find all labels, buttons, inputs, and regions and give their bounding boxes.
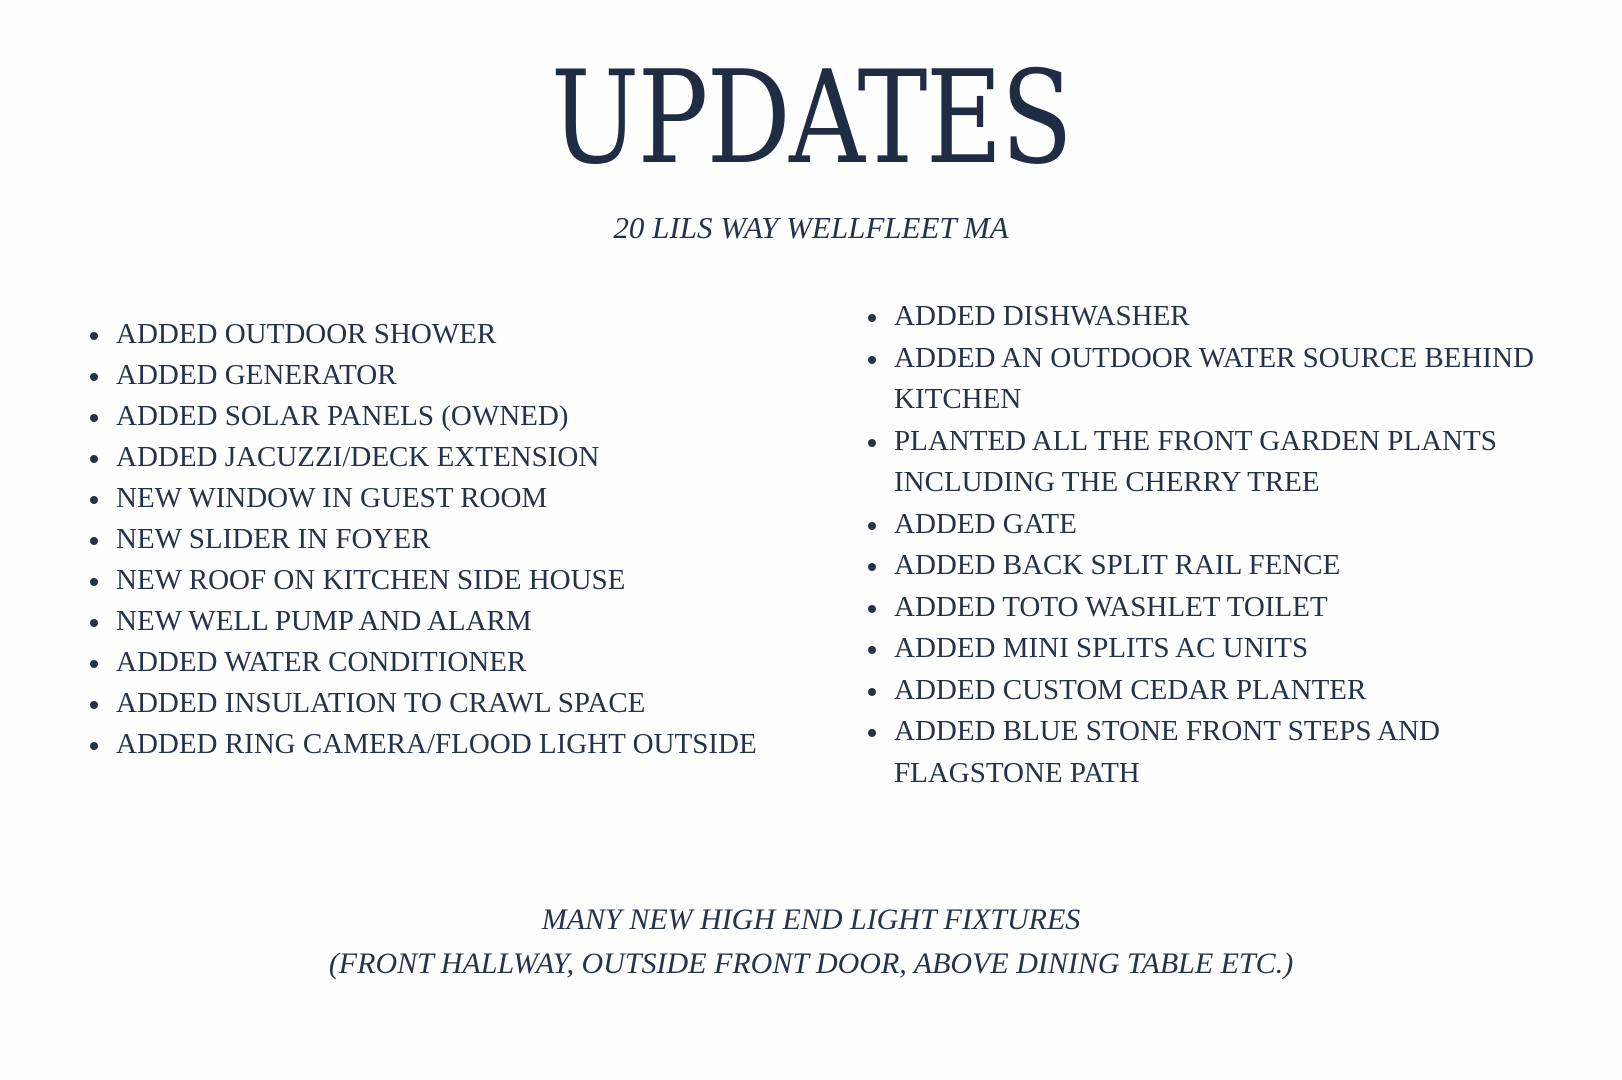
footer-line-2: (FRONT HALLWAY, OUTSIDE FRONT DOOR, ABOVE DINING TABLE ETC.) bbox=[328, 947, 1294, 980]
light-fixtures-note bbox=[0, 898, 1622, 986]
list-item: ADDED CUSTOM CEDAR PLANTER bbox=[868, 670, 1588, 712]
property-address: 20 LILS WAY WELLFLEET MA bbox=[613, 210, 1009, 245]
list-item: ADDED AN OUTDOOR WATER SOURCE BEHIND KITCHEN bbox=[868, 338, 1588, 421]
list-item: ADDED DISHWASHER bbox=[868, 296, 1588, 338]
footer-line-1: MANY NEW HIGH END LIGHT FIXTURES bbox=[541, 903, 1081, 936]
list-item: ADDED RING CAMERA/FLOOD LIGHT OUTSIDE bbox=[90, 724, 810, 765]
list-item: PLANTED ALL THE FRONT GARDEN PLANTS INCLUDING THE CHERRY TREE bbox=[868, 421, 1588, 504]
list-item: ADDED GATE bbox=[868, 504, 1588, 546]
updates-list-left bbox=[90, 314, 810, 765]
list-item: ADDED TOTO WASHLET TOILET bbox=[868, 587, 1588, 629]
updates-list-right bbox=[868, 296, 1588, 794]
list-item: ADDED WATER CONDITIONER bbox=[90, 642, 810, 683]
list-item: ADDED OUTDOOR SHOWER bbox=[90, 314, 810, 355]
list-item: NEW ROOF ON KITCHEN SIDE HOUSE bbox=[90, 560, 810, 601]
list-item: NEW SLIDER IN FOYER bbox=[90, 519, 810, 560]
list-item: ADDED SOLAR PANELS (OWNED) bbox=[90, 396, 810, 437]
list-item: NEW WELL PUMP AND ALARM bbox=[90, 601, 810, 642]
list-item: ADDED GENERATOR bbox=[90, 355, 810, 396]
list-item: ADDED MINI SPLITS AC UNITS bbox=[868, 628, 1588, 670]
page-title: UPDATES bbox=[550, 44, 1072, 193]
list-item: ADDED JACUZZI/DECK EXTENSION bbox=[90, 437, 810, 478]
list-item: ADDED INSULATION TO CRAWL SPACE bbox=[90, 683, 810, 724]
list-item: ADDED BLUE STONE FRONT STEPS AND FLAGSTONE PATH bbox=[868, 711, 1588, 794]
list-item: ADDED BACK SPLIT RAIL FENCE bbox=[868, 545, 1588, 587]
list-item: NEW WINDOW IN GUEST ROOM bbox=[90, 478, 810, 519]
